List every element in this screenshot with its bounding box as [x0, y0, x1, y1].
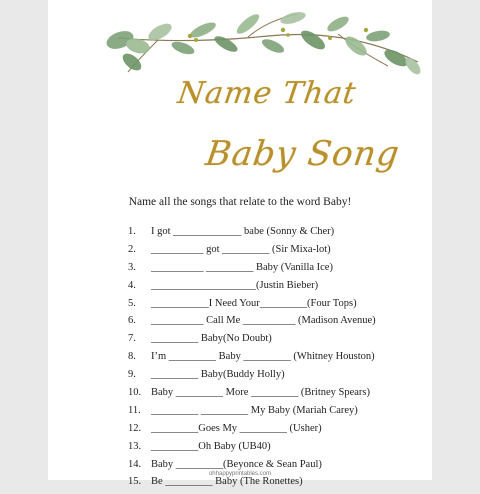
question-number: 6.: [128, 315, 136, 327]
question-row-12: [128, 423, 428, 441]
question-row-2: [128, 244, 428, 262]
question-number: 2.: [128, 243, 136, 255]
instructions-text: Name all the songs that relate to the word Baby!: [128, 196, 352, 208]
question-number: 13.: [128, 440, 142, 452]
question-text: I’m _________ Baby _________ (Whitney Houston): [151, 351, 375, 363]
title-line-1: Name That: [175, 76, 359, 111]
question-text: I got _____________ babe (Sonny & Cher): [151, 226, 335, 237]
question-row-5: [128, 298, 428, 316]
question-text: __________ got _________ (Sir Mixa-lot): [151, 243, 331, 255]
printable-page: [48, 0, 432, 488]
question-number: 14.: [128, 458, 142, 470]
song-question-list: [128, 226, 428, 494]
question-row-3: [128, 262, 428, 280]
question-number: 3.: [128, 261, 136, 273]
question-text: Baby _________ More _________ (Britney Spears): [151, 387, 371, 399]
question-number: 9.: [128, 369, 136, 381]
question-text: ___________I Need Your_________(Four Tops): [151, 297, 357, 309]
question-number: 5.: [128, 297, 136, 309]
title-line-2: Baby Song: [203, 134, 403, 174]
question-row-1: [128, 226, 428, 244]
question-row-13: [128, 441, 428, 459]
question-row-4: [128, 280, 428, 298]
question-text: Be _________ Baby (The Ronettes): [151, 476, 303, 488]
question-row-7: [128, 333, 428, 351]
question-text: _________Oh Baby (UB40): [151, 440, 271, 452]
question-text: _________ Baby(No Doubt): [151, 333, 272, 345]
question-number: 15.: [128, 476, 142, 488]
footer-website: ohhappyprintables.com: [208, 471, 272, 477]
question-row-6: [128, 315, 428, 333]
question-text: __________ _________ Baby (Vanilla Ice): [151, 261, 333, 273]
question-text: __________ Call Me __________ (Madison Avenue): [151, 315, 376, 327]
question-number: 1.: [128, 226, 136, 237]
question-text: _________Goes My _________ (Usher): [151, 422, 322, 434]
question-text: Baby _________(Beyonce & Sean Paul): [151, 458, 322, 470]
question-row-10: [128, 387, 428, 405]
question-number: 4.: [128, 279, 136, 291]
question-text: _________ _________ My Baby (Mariah Carey): [151, 404, 358, 416]
question-number: 8.: [128, 351, 136, 363]
question-text: _________ Baby(Buddy Holly): [151, 369, 285, 381]
question-row-9: [128, 369, 428, 387]
question-number: 11.: [128, 404, 141, 416]
question-number: 10.: [128, 387, 142, 399]
question-number: 12.: [128, 422, 142, 434]
question-row-11: [128, 405, 428, 423]
question-number: 7.: [128, 333, 136, 345]
question-row-15: [128, 476, 428, 494]
question-row-8: [128, 351, 428, 369]
question-text: ____________________(Justin Bieber): [151, 279, 319, 291]
